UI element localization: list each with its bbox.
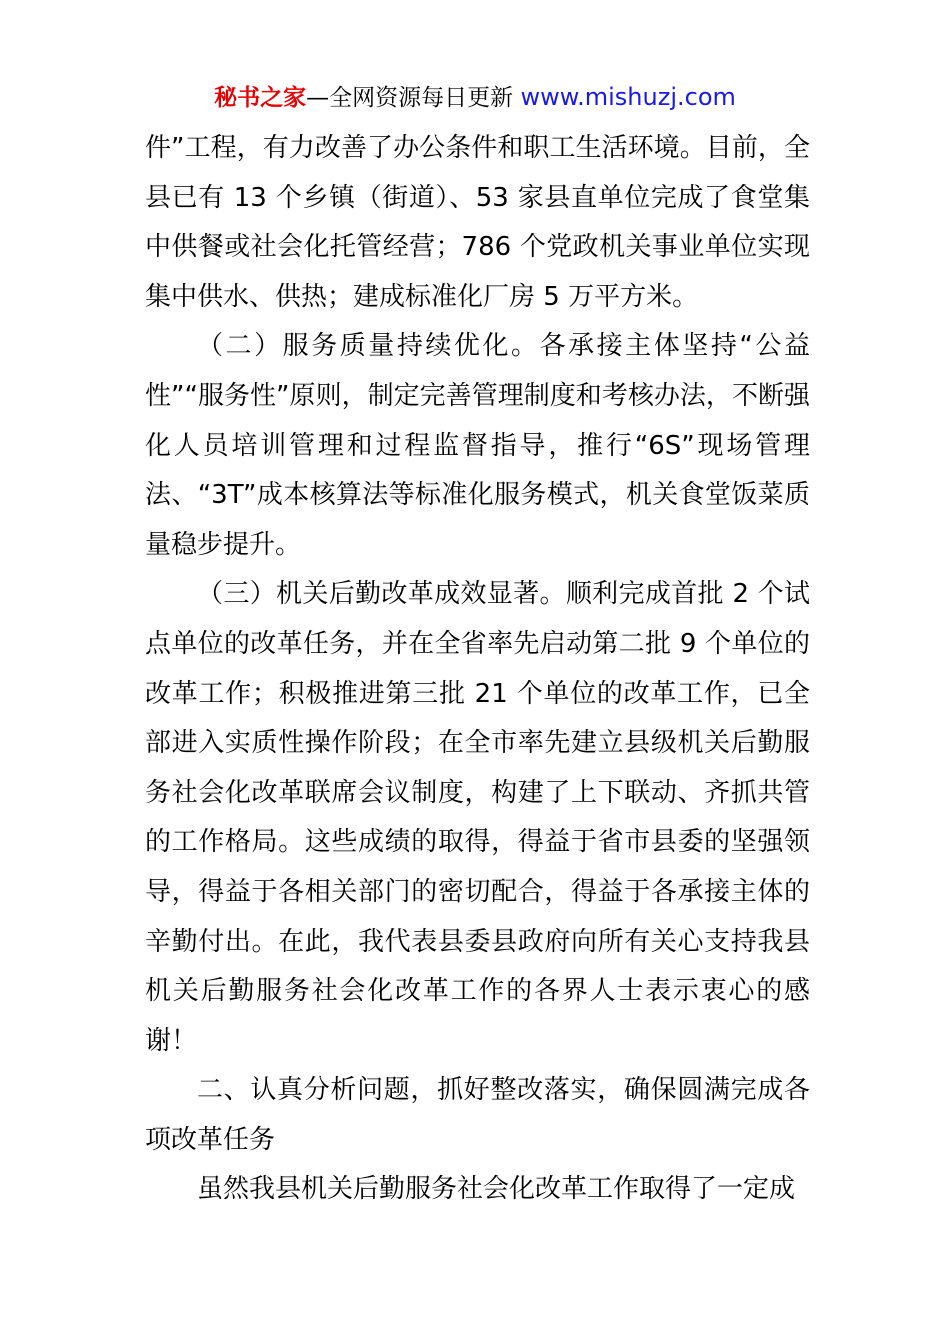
paragraph-problems-intro: 虽然我县机关后勤服务社会化改革工作取得了一定成 [197, 1174, 796, 1205]
site-url-link[interactable]: www.mishuzj.com [520, 83, 736, 111]
site-header [0, 80, 950, 115]
paragraph-reform-results: （三）机关后勤改革成效显著。顺利完成首批 2 个试点单位的改革任务，并在全省率先启动第二批 9 个单位的改革工作；积极推进第三批 21 个单位的改革工作，已全部进入实质性操作阶段；在全市率先建立县级机关后勤服务社会化改革联席会议制度，构建了上下联动、齐抓共管的工作格局。这些成绩的取得，得益于省市县委的坚强领导，得益于各相关部门的密切配合，得益于各承接主体的辛勤付出。在此，我代表县委县政府向所有关心支持我县机关后勤服务社会化改革工作的各界人士表示衷心的感谢！ [145, 579, 810, 1056]
paragraph-continuation: 件”工程，有力改善了办公条件和职工生活环境。目前，全县已有 13 个乡镇（街道）、53 家县直单位完成了食堂集中供餐或社会化托管经营；786 个党政机关事业单位实现集中供水、供热；建成标准化厂房 5 万平方米。 [145, 133, 810, 312]
site-tagline: —全网资源每日更新 [306, 85, 521, 111]
paragraph-service-quality: （二）服务质量持续优化。各承接主体坚持“公益性”“服务性”原则，制定完善管理制度和考核办法，不断强化人员培训管理和过程监督指导，推行“6S”现场管理法、“3T”成本核算法等标准化服务模式，机关食堂饭菜质量稳步提升。 [145, 331, 810, 560]
site-brand: 秘书之家 [214, 85, 307, 111]
section-heading-two: 二、认真分析问题，抓好整改落实，确保圆满完成各项改革任务 [145, 1075, 810, 1155]
document-body [145, 124, 810, 1215]
